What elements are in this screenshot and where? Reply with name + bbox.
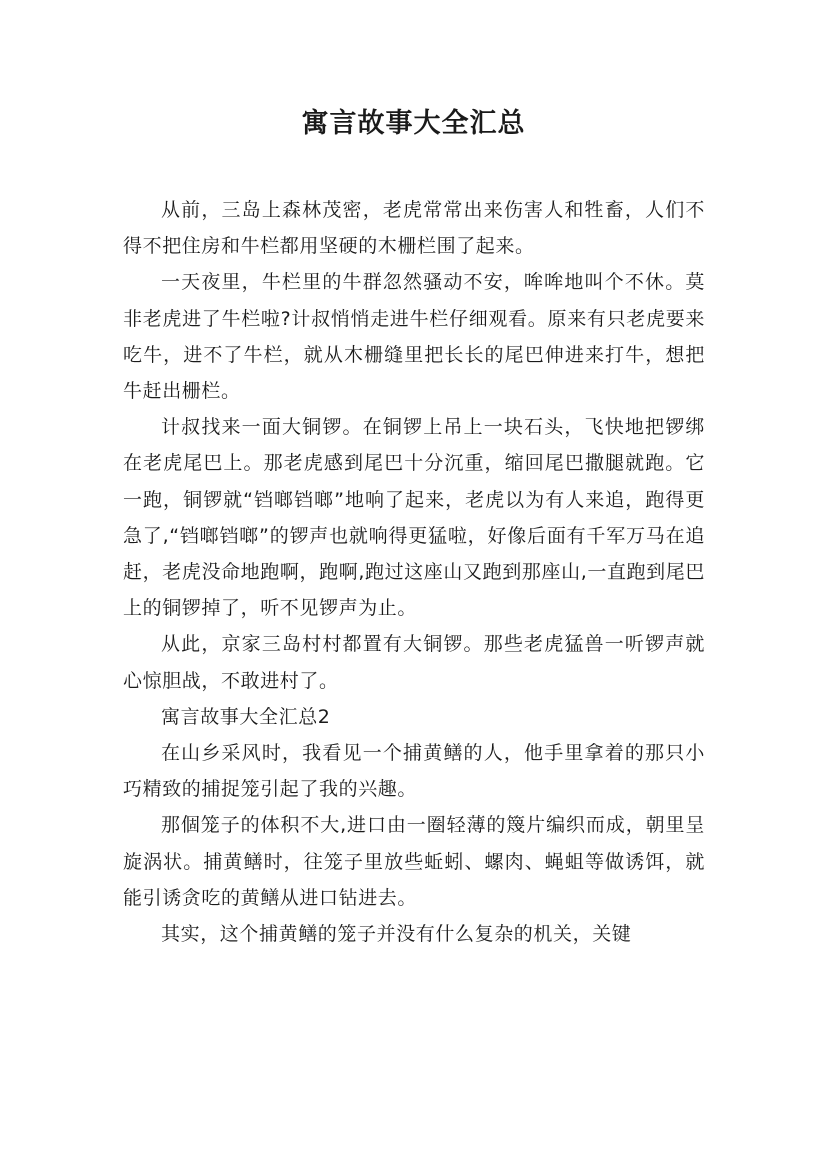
paragraph: 从此，京家三岛村村都置有大铜锣。那些老虎猛兽一听锣声就心惊胆战，不敢进村了。 <box>123 633 705 692</box>
paragraph: 从前，三岛上森林茂密，老虎常常出来伤害人和牲畜，人们不得不把住房和牛栏都用坚硬的木栅栏围了起来。 <box>123 199 705 258</box>
paragraph: 计叔找来一面大铜锣。在铜锣上吊上一块石头，飞快地把锣绑在老虎尾巴上。那老虎感到尾巴十分沉重，缩回尾巴撒腿就跑。它一跑，铜锣就“铛啷铛啷”地响了起来，老虎以为有人来追，跑得更急了,“铛啷铛啷”的锣声也就响得更猛啦，好像后面有千军万马在追赶，老虎没命地跑啊，跑啊,跑过这座山又跑到那座山,一直跑到尾巴上的铜锣掉了，听不见锣声为止。 <box>123 416 705 620</box>
paragraph: 在山乡采风时，我看见一个捕黄鳝的人，他手里拿着的那只小巧精致的捕捉笼引起了我的兴趣。 <box>123 742 705 801</box>
paragraph: 一天夜里，牛栏里的牛群忽然骚动不安，哞哞地叫个不休。莫非老虎进了牛栏啦?计叔悄悄走进牛栏仔细观看。原来有只老虎要来吃牛，进不了牛栏，就从木栅缝里把长长的尾巴伸进来打牛，想把牛赶出栅栏。 <box>123 271 705 403</box>
section-heading: 寓言故事大全汇总2 <box>161 705 331 728</box>
document-body <box>123 192 705 952</box>
document-title: 寓言故事大全汇总 <box>301 108 526 139</box>
paragraph: 其实，这个捕黄鳝的笼子并没有什么复杂的机关，关键 <box>161 923 632 946</box>
paragraph: 那個笼子的体积不大,进口由一圈轻薄的篾片编织而成，朝里呈旋涡状。捕黄鳝时，往笼子里放些蚯蚓、螺肉、蝇蛆等做诱饵，就能引诱贪吃的黄鳝从进口钻进去。 <box>123 814 705 909</box>
